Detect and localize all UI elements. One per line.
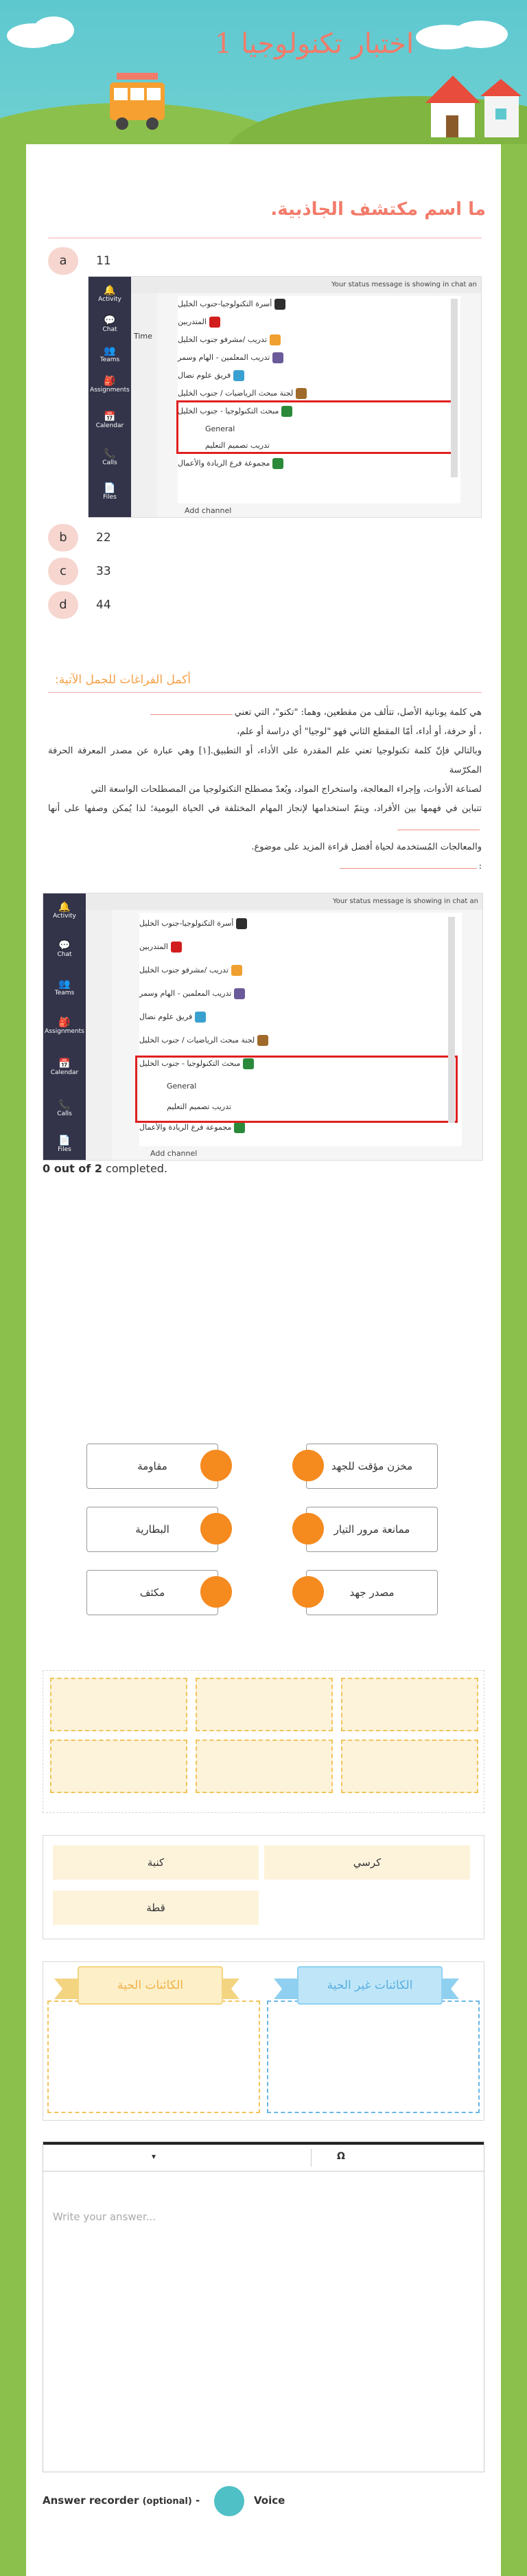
team-avatar-icon [296,388,307,399]
channel-item[interactable]: تدريب تصميم التعليم [205,441,270,450]
side-panel [86,910,112,1160]
teams-rail [89,277,131,517]
team-avatar-icon [234,1122,245,1133]
omega-icon[interactable]: Ω [337,2151,345,2162]
channel-item[interactable]: أسرة التكنولوجيا-جنوب الخليل [178,296,460,312]
answer-textarea[interactable] [43,2171,484,2472]
match-connector[interactable] [200,1513,232,1545]
team-avatar-icon [231,965,242,976]
match-connector[interactable] [292,1450,324,1481]
channel-item[interactable]: المتدربين [178,314,460,330]
channel-item[interactable]: تدريب المعلمين - الهام وسمر [178,350,460,366]
bucket-label: الكائنات الحية [78,1966,223,2005]
team-avatar-icon [195,1012,206,1023]
team-avatar-icon [272,352,283,363]
team-avatar-icon [209,317,220,328]
add-channel-link[interactable]: Add channel [150,1149,198,1158]
completion-status: 0 out of 2 completed. [43,1162,168,1175]
channel-item[interactable]: تدريب المعلمين - الهام وسمر [139,983,462,1005]
channel-item[interactable]: مجموعة فرع الريادة والأعمال [139,1117,462,1138]
assignments-icon: 🎒 Assignments [45,1017,84,1035]
match-connector[interactable] [200,1450,232,1481]
buckets-area [43,1961,484,2121]
sort-items-area [43,1835,484,1939]
house-icon [419,69,522,144]
teams-icon: 👥 Teams [99,345,120,363]
channel-item[interactable]: مبحث التكنولوجيا - جنوب الخليل [178,403,460,420]
draggable-item[interactable]: قطة [53,1891,259,1925]
divider [48,692,482,693]
record-button[interactable] [214,2486,244,2516]
option-letter: a [48,247,78,275]
bell-icon: 🔔 Activity [98,285,121,303]
add-channel-link[interactable]: Add channel [185,506,232,515]
page-header [0,0,527,144]
match-item-right[interactable]: مصدر جهد [306,1570,438,1615]
team-avatar-icon [171,942,182,953]
channel-item[interactable]: المتدربين [139,936,462,958]
teams-rail [43,893,86,1160]
phone-icon: 📞 Calls [57,1099,72,1117]
section-title: أكمل الفراغات للجمل الآتية: [54,673,191,687]
option-letter: c [48,558,78,585]
blank-input[interactable] [150,714,233,715]
cloud-icon [5,11,81,52]
channel-list [178,296,460,503]
time-label: Time [134,332,152,341]
scrollbar[interactable] [448,917,455,1123]
answer-placeholder: Write your answer... [53,2211,156,2223]
teams-screenshot [88,276,482,518]
bus-icon [103,69,178,137]
question-title: ما اسم مكتشف الجاذبية. [270,199,486,220]
team-avatar-icon [234,988,245,999]
channel-item[interactable]: تدريب تصميم التعليم [167,1102,231,1111]
blank-input[interactable] [340,868,477,869]
format-dropdown[interactable]: ▾ [152,2152,156,2161]
status-bar: Your status message is showing in chat an [86,893,482,910]
toolbar-divider [311,2149,312,2167]
channel-item[interactable]: تدريب /مشرفو جنوب الخليل [178,332,460,348]
team-avatar-icon [274,299,285,310]
team-avatar-icon [257,1035,268,1046]
channel-item[interactable]: مبحث التكنولوجيا - جنوب الخليل [139,1053,462,1075]
match-item-right[interactable]: ممانعة مرور التيار [306,1507,438,1552]
channel-item[interactable]: فريق علوم نضال [139,1006,462,1028]
editor-toolbar [43,2142,484,2172]
channel-item[interactable]: لجنة مبحث الرياضيات / جنوب الخليل [139,1029,462,1051]
option-value: 22 [96,531,111,545]
teams-icon: 👥 Teams [54,979,75,996]
answer-recorder: Answer recorder (optional) - [43,2494,200,2507]
channel-item[interactable]: أسرة التكنولوجيا-جنوب الخليل [139,913,462,935]
dropzone-area [43,1670,484,1813]
match-connector[interactable] [200,1576,232,1608]
channel-item[interactable]: General [205,424,235,433]
team-avatar-icon [233,370,244,381]
bucket-label: الكائنات غير الحية [297,1966,443,2005]
files-icon: 📄 Files [58,1135,71,1153]
match-connector[interactable] [292,1576,324,1608]
fill-blanks-paragraph: هي كلمة يونانية الأصل، تتألف من مقطعين، وهما: "تكنو"، التي تعني ، أو حرفة، أو أداء، أمّا المقطع الثاني فهو "لوجيا" أي دراسة أو علم، وبالتالي فإنّ كلمة تكنولوجيا تعني علم المقدرة على الأداء، أو التطبيق.[١] وهي عبارة عن مصدر المعرفة الحرفة المكرّسة لصناعة الأدوات، وإجراء المعالجة، واستخراج المواد، ويُعدّ مصطلح التكنولوجيا من المصطلحات الواسعة التي تتباين في فهمها بين الأفراد، ويتمّ استخدامها لإنجاز المهام المختلفة في الحياة اليومية؛ لذا يُمكن وصفها على أنها والمعالجات المُستخدمة لحياة أفضل قراءة المزيد على موضوع. : [48,707,482,871]
bucket-non-living[interactable] [267,2001,480,2113]
dropzone[interactable] [341,1678,478,1731]
chat-icon: 💬 Chat [57,940,72,958]
bucket-living[interactable] [47,2001,260,2113]
channel-item[interactable]: General [167,1082,197,1091]
scrollbar[interactable] [451,299,458,477]
team-avatar-icon [270,334,281,345]
assignments-icon: 🎒 Assignments [90,376,130,394]
chat-icon: 💬 Chat [102,315,117,333]
draggable-item[interactable]: كرسي [264,1845,470,1880]
side-panel [131,293,157,517]
team-avatar-icon [272,458,283,469]
match-item-right[interactable]: مخزن مؤقت للجهد [306,1444,438,1489]
team-avatar-icon [236,918,247,929]
match-item-left[interactable]: مكثف [86,1570,218,1615]
voice-label: Voice [254,2494,285,2507]
phone-icon: 📞 Calls [102,448,117,466]
match-item-left[interactable]: مقاومة [86,1444,218,1489]
teams-screenshot [43,893,483,1161]
channel-item[interactable]: تدريب /مشرفو جنوب الخليل [139,959,462,981]
option-letter: b [48,524,78,551]
dropzone[interactable] [50,1740,187,1793]
option-value: 11 [96,254,111,268]
highlight-box [176,400,455,454]
dropzone[interactable] [50,1678,187,1731]
match-item-left[interactable]: البطارية [86,1507,218,1552]
status-bar: Your status message is showing in chat an [131,277,481,293]
calendar-icon: 📅 Calendar [95,411,124,429]
match-connector[interactable] [292,1513,324,1545]
dropzone[interactable] [196,1740,333,1793]
channel-item[interactable]: مجموعة فرع الريادة والأعمال [178,455,460,472]
option-value: 44 [96,598,111,612]
files-icon: 📄 Files [103,483,117,501]
draggable-item[interactable]: كنبة [53,1845,259,1880]
highlight-box [135,1056,458,1123]
option-value: 33 [96,565,111,578]
dropzone[interactable] [341,1740,478,1793]
calendar-icon: 📅 Calendar [50,1058,79,1076]
answer-editor [43,2141,484,2472]
channel-item[interactable]: فريق علوم نضال [178,367,460,384]
page-title: اختبار تكنولوجيا 1 [214,28,414,60]
channel-item[interactable]: لجنة مبحث الرياضيات / جنوب الخليل [178,385,460,402]
option-letter: d [48,591,78,619]
bell-icon: 🔔 Activity [53,902,76,920]
dropzone[interactable] [196,1678,333,1731]
